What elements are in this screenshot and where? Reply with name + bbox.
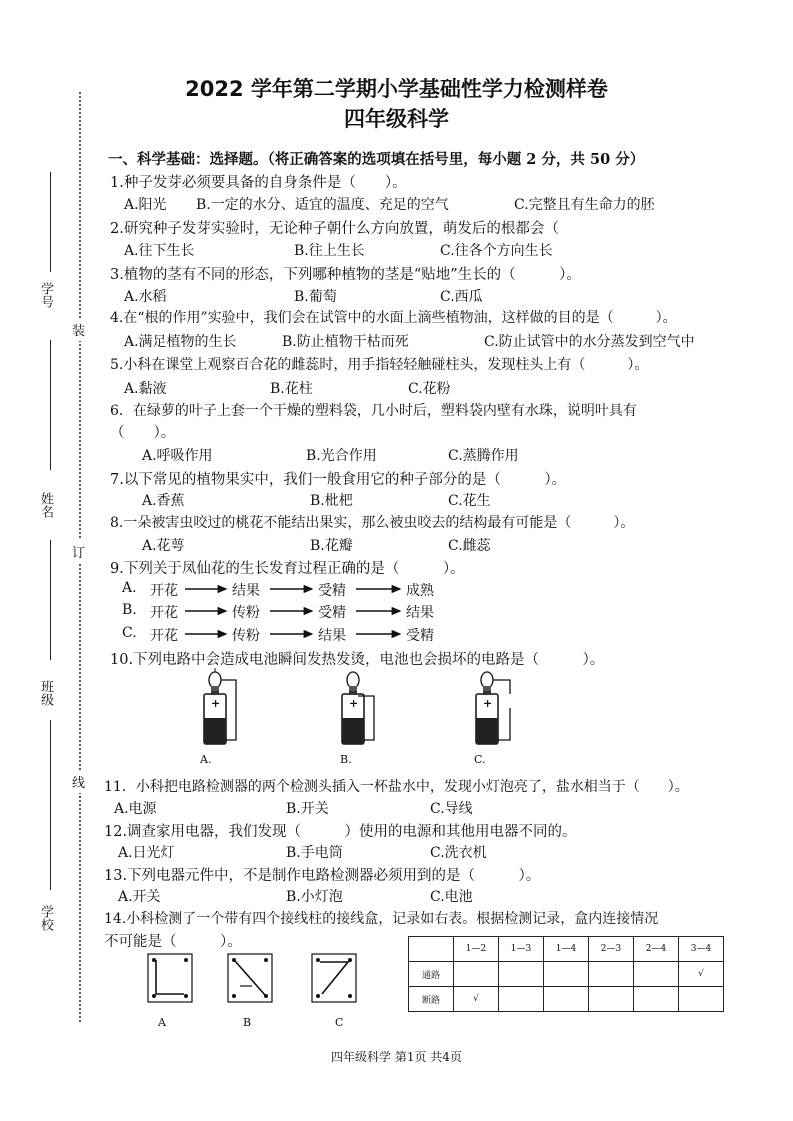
table-cell [499, 987, 544, 1012]
question-8: 8.一朵被害虫咬过的桃花不能结出果实，那么被虫咬去的结构最有可能是（ ）。 [110, 515, 635, 531]
table-cell: 通路 [409, 962, 454, 987]
q9c-step1: 开花 [150, 628, 178, 644]
q13-option-a: A.开关 [118, 889, 161, 905]
question-14-continued: 不可能是（ ）。 [104, 934, 242, 950]
table-row [409, 987, 724, 1012]
table-header-cell: 1—2 [454, 937, 499, 962]
table-header-cell: 2—4 [634, 937, 679, 962]
q6-option-a: A.呼吸作用 [142, 448, 213, 464]
q9a-step2: 结果 [232, 583, 260, 599]
q5-option-a: A.黏液 [124, 381, 167, 397]
bulb-icon [347, 672, 359, 688]
q9a-label: A. [122, 580, 137, 596]
circuit-b-diagram [334, 668, 384, 750]
table-header-cell [409, 937, 454, 962]
q11-option-c: C.导线 [430, 801, 473, 817]
battery-plus-b: + [349, 697, 359, 710]
detection-record-table [408, 936, 724, 1012]
table-header-cell: 1—4 [544, 937, 589, 962]
q9b-step2: 传粉 [232, 605, 260, 621]
circuit-c-diagram [468, 668, 518, 750]
question-11: 11．小科把电路检测器的两个检测头插入一杯盐水中，发现小灯泡亮了，盐水相当于（ ）。 [104, 779, 689, 795]
page-footer: 四年级科学 第1页 共4页 [331, 1050, 462, 1064]
student-id-label: 学号 [38, 282, 53, 308]
question-1: 1.种子发芽必须要具备的自身条件是（ ）。 [110, 175, 407, 191]
table-cell [544, 962, 589, 987]
q2-option-b: B.往上生长 [294, 243, 365, 259]
table-cell: √ [454, 987, 499, 1012]
q1-option-b: B.一定的水分、适宜的温度、充足的空气 [196, 197, 449, 213]
q1-option-c: C.完整且有生命力的胚 [514, 197, 655, 213]
q9b-step1: 开花 [150, 605, 178, 621]
table-cell [499, 962, 544, 987]
battery-plus-a: + [211, 697, 221, 710]
q4-option-b: B.防止植物干枯而死 [282, 334, 409, 350]
table-cell [454, 962, 499, 987]
q13-option-c: C.电池 [430, 889, 473, 905]
q3-option-c: C.西瓜 [440, 289, 483, 305]
question-12: 12.调查家用电器，我们发现（ ）使用的电源和其他用电器不同的。 [104, 824, 577, 840]
junction-box-c [310, 952, 358, 1004]
q2-option-a: A.往下生长 [124, 243, 195, 259]
q6-option-b: B.光合作用 [306, 448, 377, 464]
section-heading: 一、科学基础：选择题。（将正确答案的选项填在括号里，每小题 2 分，共 50 分） [108, 151, 645, 168]
q11-option-b: B.开关 [286, 801, 329, 817]
question-9: 9.下列关于凤仙花的生长发育过程正确的是（ ）。 [110, 561, 465, 577]
q8-option-a: A.花萼 [142, 538, 185, 554]
binding-mark-ding: 订 [72, 540, 85, 563]
question-10: 10.下列电路中会造成电池瞬间发热发烫，电池也会损坏的电路是（ ）。 [110, 652, 605, 668]
q3-option-b: B.葡萄 [294, 289, 337, 305]
bulb-icon [481, 672, 493, 688]
exam-title: 2022 学年第二学期小学基础性学力检测样卷 [185, 77, 608, 101]
battery-plus-c: + [483, 697, 493, 710]
q14-option-c: C [335, 1016, 344, 1029]
q8-option-b: B.花瓣 [310, 538, 353, 554]
q12-option-b: B.手电筒 [286, 845, 343, 861]
question-6-continued: （ ）。 [110, 425, 176, 441]
q12-option-c: C.洗衣机 [430, 845, 487, 861]
question-5: 5.小科在课堂上观察百合花的雌蕊时，用手指轻轻触碰柱头，发现柱头上有（ ）。 [110, 357, 649, 373]
circuit-a-diagram [196, 668, 246, 750]
q9b-label: B. [122, 602, 137, 618]
question-6: 6．在绿萝的叶子上套一个干燥的塑料袋，几小时后，塑料袋内壁有水珠，说明叶具有 [110, 403, 637, 419]
question-2: 2.研究种子发芽实验时，无论种子朝什么方向放置，萌发后的根都会（ [110, 221, 559, 237]
table-cell [634, 962, 679, 987]
junction-box-b [226, 952, 274, 1004]
q2-option-c: C.往各个方向生长 [440, 243, 553, 259]
binding-mark-xian: 线 [72, 770, 85, 793]
table-header-cell: 1—3 [499, 937, 544, 962]
q8-option-c: C.雌蕊 [448, 538, 491, 554]
table-header-cell: 3—4 [679, 937, 724, 962]
q5-option-c: C.花粉 [408, 381, 451, 397]
school-line [50, 720, 51, 890]
table-cell: √ [679, 962, 724, 987]
q1-option-a: A.阳光 [124, 197, 167, 213]
q10-option-a: A. [200, 753, 212, 766]
q9c-step4: 受精 [406, 628, 434, 644]
table-header-row [409, 937, 724, 962]
q9a-step3: 受精 [318, 583, 346, 599]
q9c-step3: 结果 [318, 628, 346, 644]
q6-option-c: C.蒸腾作用 [448, 448, 519, 464]
question-3: 3.植物的茎有不同的形态，下列哪种植物的茎是“贴地”生长的（ ）。 [110, 267, 581, 283]
table-cell: 断路 [409, 987, 454, 1012]
question-14: 14.小科检测了一个带有四个接线柱的接线盒，记录如右表。根据检测记录，盒内连接情况 [104, 911, 659, 927]
junction-box-a [146, 952, 194, 1004]
q7-option-a: A.香蕉 [142, 493, 185, 509]
q14-option-a: A [158, 1016, 166, 1029]
table-cell [679, 987, 724, 1012]
q9b-step4: 结果 [406, 605, 434, 621]
q9c-label: C. [122, 625, 137, 641]
q10-option-c: C. [474, 753, 486, 766]
q4-option-a: A.满足植物的生长 [124, 334, 237, 350]
q10-option-b: B. [340, 753, 352, 766]
name-label: 姓名 [38, 492, 53, 518]
q9c-step2: 传粉 [232, 628, 260, 644]
table-header-cell: 2—3 [589, 937, 634, 962]
table-cell [589, 987, 634, 1012]
q3-option-a: A.水稻 [124, 289, 167, 305]
q9a-step1: 开花 [150, 583, 178, 599]
table-cell [589, 962, 634, 987]
q14-option-b: B [243, 1016, 252, 1029]
q5-option-b: B.花柱 [270, 381, 313, 397]
q13-option-b: B.小灯泡 [286, 889, 343, 905]
question-4: 4.在“根的作用”实验中，我们会在试管中的水面上滴些植物油，这样做的目的是（ ）。 [110, 310, 677, 326]
table-row [409, 962, 724, 987]
q7-option-b: B.枇杷 [310, 493, 353, 509]
bulb-icon [209, 672, 221, 688]
exam-subtitle: 四年级科学 [344, 107, 449, 131]
q11-option-a: A.电源 [114, 801, 157, 817]
question-13: 13.下列电器元件中，不是制作电路检测器必须用到的是（ ）。 [104, 868, 541, 884]
q4-option-c: C.防止试管中的水分蒸发到空气中 [484, 334, 695, 350]
q7-option-c: C.花生 [448, 493, 491, 509]
table-cell [634, 987, 679, 1012]
q9a-step4: 成熟 [406, 583, 434, 599]
class-label: 班级 [38, 680, 53, 706]
school-label: 学校 [38, 905, 53, 931]
question-7: 7.以下常见的植物果实中，我们一般食用它的种子部分的是（ ）。 [110, 472, 567, 488]
table-cell [544, 987, 589, 1012]
q12-option-a: A.日光灯 [118, 845, 175, 861]
binding-mark-zhuang: 装 [72, 318, 85, 341]
q9b-step3: 受精 [318, 605, 346, 621]
